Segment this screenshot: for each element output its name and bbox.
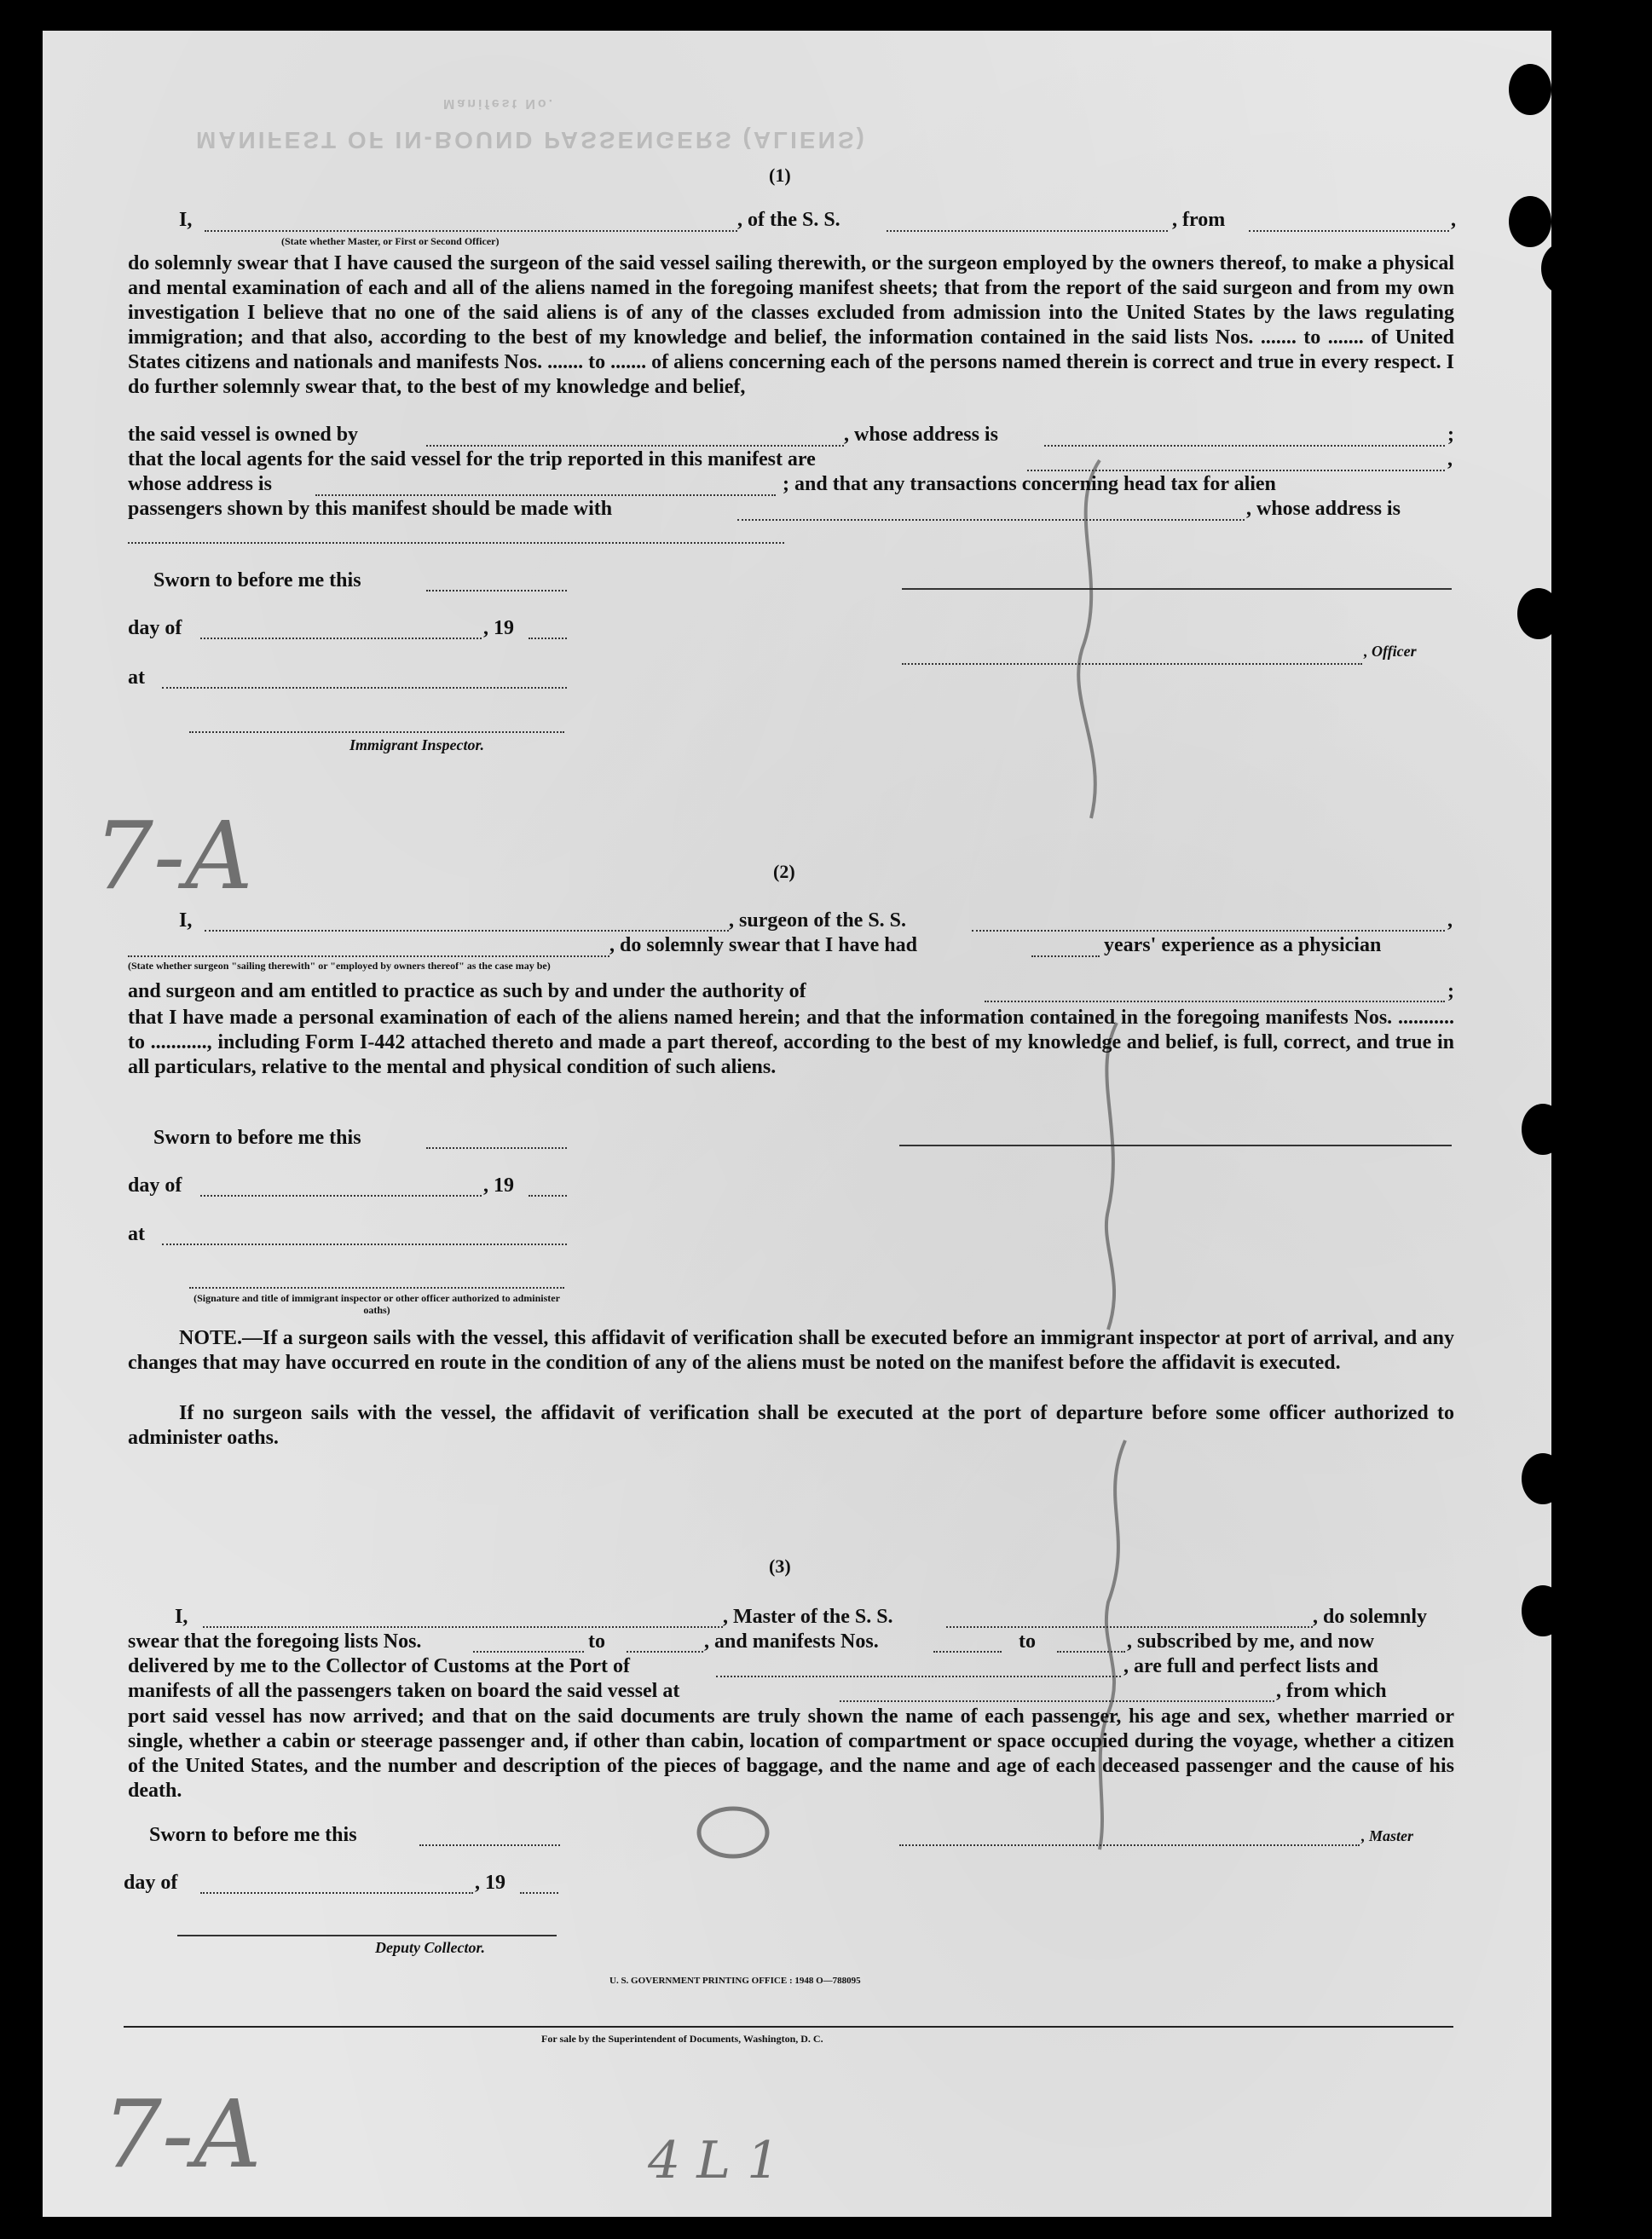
handwritten-margin-mark: 7-A bbox=[94, 801, 253, 910]
s3-to-label: to bbox=[588, 1630, 605, 1653]
s3-manifests-label: , and manifests Nos. bbox=[704, 1630, 879, 1653]
s2-sworn-label: Sworn to before me this bbox=[153, 1127, 361, 1149]
s3-master-signature-line[interactable] bbox=[899, 1844, 1360, 1846]
s1-officer-name-field[interactable] bbox=[205, 230, 737, 232]
s3-manifests-all-label: manifests of all the passengers taken on board the said vessel at bbox=[128, 1680, 680, 1702]
s1-owner-field[interactable] bbox=[426, 445, 844, 447]
punch-hole bbox=[1541, 243, 1584, 294]
punch-hole bbox=[1517, 588, 1560, 639]
s1-officer-label: , Officer bbox=[1364, 643, 1417, 660]
s2-authority-end: ; bbox=[1447, 980, 1454, 1002]
s1-agents-address-field[interactable] bbox=[315, 494, 776, 496]
s3-lists-from-field[interactable] bbox=[473, 1651, 584, 1653]
s2-day-of-label: day of bbox=[128, 1174, 182, 1197]
s3-declaration-body: port said vessel has now arrived; and that on the said documents are truly shown the name of each passenger, his age and sex, whether married or single, whether a cabin or steerage passenger and, if other than cabin, location of compartment or space occupied during the voyage, whether a citizen of the United States, and the number and description of the pieces of baggage, and the name and age of each deceased passenger and the cause of his death. bbox=[128, 1705, 1454, 1802]
section-1-number: (1) bbox=[769, 164, 791, 186]
s3-i-label: I, bbox=[175, 1606, 188, 1628]
s3-year-label: , 19 bbox=[475, 1872, 505, 1894]
s2-solemnly-label: , do solemnly swear that I have had bbox=[609, 934, 917, 956]
s2-years-field[interactable] bbox=[1031, 955, 1100, 957]
s1-from-port-field[interactable] bbox=[1249, 230, 1449, 232]
s3-day-of-label: day of bbox=[124, 1872, 178, 1894]
s1-owner-address-field[interactable] bbox=[1044, 445, 1445, 447]
s1-agents-end: , bbox=[1447, 448, 1453, 470]
s2-year-field[interactable] bbox=[529, 1195, 567, 1197]
bleed-through-manifest-no: Manifest No. bbox=[443, 96, 556, 111]
punch-hole bbox=[1522, 1104, 1564, 1155]
s3-solemnly-label: , do solemnly bbox=[1313, 1606, 1428, 1628]
s1-head-tax-label: ; and that any transactions concerning head tax for alien bbox=[783, 473, 1276, 495]
s3-sworn-date-field[interactable] bbox=[419, 1844, 560, 1846]
s1-year-label: , 19 bbox=[483, 617, 514, 639]
s2-month-field[interactable] bbox=[200, 1195, 482, 1197]
s2-surgeon-name-field[interactable] bbox=[205, 930, 729, 932]
s1-passengers-label: passengers shown by this manifest should be made with bbox=[128, 498, 613, 520]
for-sale-notice: For sale by the Superintendent of Documents, Washington, D. C. bbox=[541, 2033, 823, 2045]
printing-office-imprint: U. S. GOVERNMENT PRINTING OFFICE : 1948 O—788095 bbox=[609, 1976, 861, 1986]
s1-i-label: I, bbox=[179, 209, 193, 231]
s1-at-label: at bbox=[128, 667, 145, 689]
s3-deputy-label: Deputy Collector. bbox=[375, 1939, 485, 1956]
s1-officer-signature-line[interactable] bbox=[902, 588, 1452, 590]
s1-officer-name-line[interactable] bbox=[902, 663, 1362, 665]
s3-from-which-label: , from which bbox=[1276, 1680, 1387, 1702]
s2-surgeon-signature-line[interactable] bbox=[899, 1145, 1452, 1146]
handwritten-margin-mark: 7-A bbox=[102, 2080, 262, 2189]
punch-hole bbox=[1522, 1585, 1564, 1636]
s2-sworn-date-field[interactable] bbox=[426, 1147, 567, 1149]
s1-sworn-label: Sworn to before me this bbox=[153, 569, 361, 591]
s1-day-of-label: day of bbox=[128, 617, 182, 639]
handwritten-bottom-note: 4 L 1 bbox=[648, 2131, 780, 2190]
s1-agents-field[interactable] bbox=[1027, 470, 1445, 471]
s3-manifests-from-field[interactable] bbox=[933, 1651, 1002, 1653]
s3-embark-port-field[interactable] bbox=[840, 1700, 1274, 1702]
s2-examination-body: that I have made a personal examination of each of the aliens named herein; and that the information contained in the foregoing manifests Nos. ........... to ..........., including Form I-442 attached thereto and made a part thereof, according to the best of my knowledge and belief, is full, correct, and true in all particulars, relative to the mental and physical condition of such aliens. bbox=[128, 1007, 1454, 1078]
punch-hole bbox=[1509, 64, 1551, 115]
s1-month-field[interactable] bbox=[200, 638, 482, 639]
s3-lists-to-field[interactable] bbox=[627, 1651, 703, 1653]
s3-to2-label: to bbox=[1019, 1630, 1036, 1653]
s2-surgeon-of-label: , surgeon of the S. S. bbox=[729, 909, 907, 932]
s2-surgeon-note: (State whether surgeon "sailing therewith" or "employed by owners thereof" as the case may be) bbox=[128, 960, 551, 972]
s2-inspector-signature-line[interactable] bbox=[189, 1287, 564, 1289]
s2-authority-field[interactable] bbox=[985, 1001, 1445, 1002]
s2-note-surgeon-sails: NOTE.—If a surgeon sails with the vessel, this affidavit of verification shall be executed before an immigrant inspector at port of arrival, and any changes that may have occurred en route in the condition of any of the aliens must be noted on the manifest before the affidavit is executed. bbox=[128, 1327, 1454, 1374]
s2-line-end: , bbox=[1447, 909, 1453, 932]
s2-i-label: I, bbox=[179, 909, 193, 932]
s3-delivered-label: delivered by me to the Collector of Customs at the Port of bbox=[128, 1655, 630, 1677]
s1-officer-note: (State whether Master, or First or Second Officer) bbox=[281, 235, 500, 247]
s1-vessel-name-field[interactable] bbox=[887, 230, 1168, 232]
footer-rule bbox=[124, 2026, 1453, 2028]
s3-full-lists-label: , are full and perfect lists and bbox=[1123, 1655, 1378, 1677]
section-2-number: (2) bbox=[773, 861, 795, 882]
s3-master-of-label: , Master of the S. S. bbox=[723, 1606, 893, 1628]
section-3-number: (3) bbox=[769, 1555, 791, 1577]
s1-owned-label: the said vessel is owned by bbox=[128, 424, 359, 446]
s1-owner-address-label: , whose address is bbox=[844, 424, 998, 446]
s3-master-label: , Master bbox=[1361, 1827, 1414, 1844]
s3-year-field[interactable] bbox=[520, 1892, 558, 1894]
s1-at-place-field[interactable] bbox=[162, 687, 567, 689]
s3-master-name-field[interactable] bbox=[203, 1626, 723, 1628]
s3-month-field[interactable] bbox=[200, 1892, 473, 1894]
s1-oath-body: do solemnly swear that I have caused the surgeon of the said vessel sailing therewith, or the surgeon employed by the owners thereof, to make a physical and mental examination of each and all of the aliens named in the foregoing manifest sheets; that from the report of the said surgeon and from my own investigation I believe that no one of the said aliens is of any of the classes excluded from admission into the United States by the laws regulating immigration; and that also, according to the best of my knowledge and belief, the information contained in the said lists Nos. ....... to ....... of United States citizens and nationals and manifests Nos. ....... to ....... of aliens concerning each of the persons named therein is correct and true in every respect. I do further solemnly swear that, to the best of my knowledge and belief, bbox=[128, 252, 1454, 398]
bleed-through-header: MANIFEST OF IN-BOUND PASSENGERS (ALIENS) bbox=[196, 127, 867, 153]
s1-sworn-date-field[interactable] bbox=[426, 590, 567, 591]
s1-of-ss-label: , of the S. S. bbox=[737, 209, 840, 231]
s1-head-tax-address-field[interactable] bbox=[128, 542, 784, 544]
s1-owned-end: ; bbox=[1447, 424, 1454, 446]
s3-port-field[interactable] bbox=[716, 1676, 1121, 1677]
s1-year-field[interactable] bbox=[529, 638, 567, 639]
s2-at-label: at bbox=[128, 1223, 145, 1245]
s1-head-tax-party-field[interactable] bbox=[737, 519, 1245, 521]
s2-sailing-capacity-field[interactable] bbox=[128, 955, 609, 957]
s2-signature-note: (Signature and title of immigrant inspector or other officer authorized to administer oaths) bbox=[194, 1292, 560, 1316]
s1-agents-address-label: whose address is bbox=[128, 473, 272, 495]
s3-sworn-label: Sworn to before me this bbox=[149, 1824, 357, 1846]
s1-from-label: , from bbox=[1172, 209, 1226, 231]
s2-at-place-field[interactable] bbox=[162, 1244, 567, 1245]
s3-manifests-to-field[interactable] bbox=[1057, 1651, 1125, 1653]
s3-subscribed-label: , subscribed by me, and now bbox=[1127, 1630, 1375, 1653]
s2-years-label: years' experience as a physician bbox=[1104, 934, 1382, 956]
s2-note-no-surgeon: If no surgeon sails with the vessel, the affidavit of verification shall be executed at the port of departure before some officer authorized to administer oaths. bbox=[128, 1402, 1454, 1449]
s3-deputy-signature-line[interactable] bbox=[177, 1935, 557, 1936]
s3-swear-label: swear that the foregoing lists Nos. bbox=[128, 1630, 422, 1653]
s1-inspector-label: Immigrant Inspector. bbox=[349, 736, 485, 753]
punch-hole bbox=[1509, 196, 1551, 247]
punch-hole bbox=[1522, 1453, 1564, 1504]
s1-passengers-address-label: , whose address is bbox=[1246, 498, 1401, 520]
s1-line-end: , bbox=[1451, 209, 1456, 231]
s1-inspector-signature-line[interactable] bbox=[189, 731, 564, 733]
s2-authority-label: and surgeon and am entitled to practice as such by and under the authority of bbox=[128, 980, 806, 1002]
s1-agents-label: that the local agents for the said vessel for the trip reported in this manifest are bbox=[128, 448, 816, 470]
s2-vessel-field[interactable] bbox=[972, 930, 1445, 932]
s2-year-label: , 19 bbox=[483, 1174, 514, 1197]
s3-vessel-field[interactable] bbox=[946, 1626, 1313, 1628]
